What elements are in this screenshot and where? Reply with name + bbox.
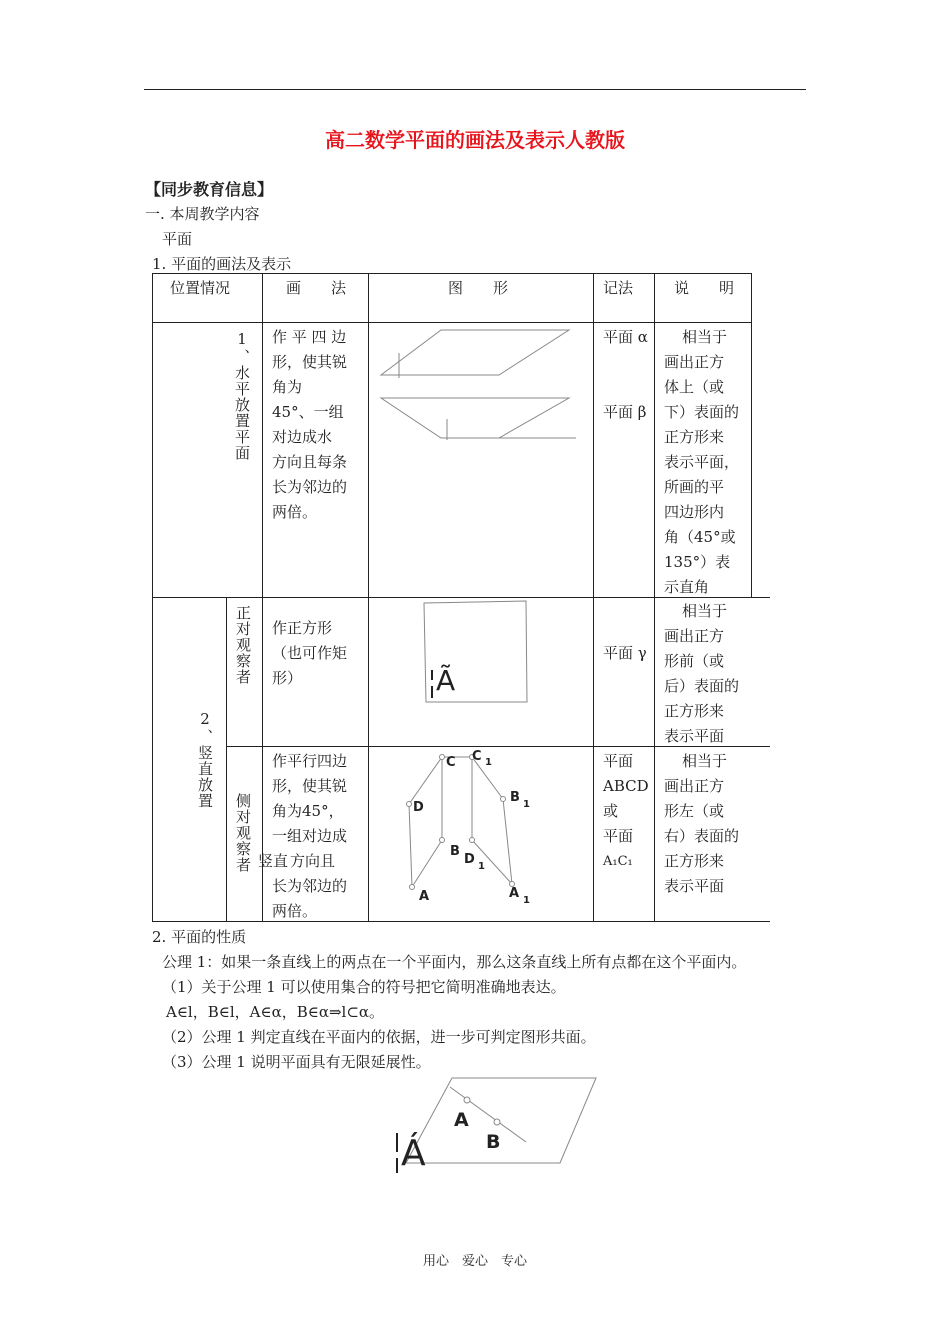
point-c-label: C xyxy=(446,755,456,770)
row2b-note: 相当于 画出正方 形左（或 右）表面的 正方形来 表示平面 xyxy=(664,752,740,895)
row1-notation-beta: 平面 β xyxy=(603,403,647,421)
axiom-1-formula: A∈l，B∈l，A∈α，B∈α⇒l⊂α。 xyxy=(166,1003,385,1021)
row2a-notation: 平面 γ xyxy=(603,644,647,662)
row2a-sub: 正对观察者 xyxy=(234,605,252,685)
point-c1-sub: 1 xyxy=(485,757,492,768)
row2a-method: 作正方形 （也可作矩 形） xyxy=(272,619,348,687)
row1-note: 相当于 画出正方 体上（或 下）表面的 正方形来 表示平面， 所画的平 四边形内 角（45°或 135°）表 示直角 xyxy=(664,328,740,596)
top-rule xyxy=(144,89,806,90)
row2a-note: 相当于 画出正方 形前（或 后）表面的 正方形来 表示平面 xyxy=(664,602,740,745)
point-b-label: B xyxy=(486,1131,501,1153)
point-a-label: A xyxy=(419,889,430,904)
footer: 用心 爱心 专心 xyxy=(422,1254,527,1269)
header-notation: 记法 xyxy=(603,279,634,297)
row1-method: 作 平 四 边 形，使其锐 角为 45°、一组 对边成水 方向且每条 长为邻边的 两倍。 xyxy=(272,328,348,521)
row2b-overlap-text: 竖直 xyxy=(258,852,289,870)
part1-heading: 一. 本周教学内容 xyxy=(145,205,260,223)
plane-gamma-label: Ã xyxy=(436,664,456,697)
page-title: 高二数学平面的画法及表示人教版 xyxy=(325,128,625,152)
header-position: 位置情况 xyxy=(170,279,231,297)
part2-heading: 2. 平面的性质 xyxy=(152,928,247,946)
point-a1-label: A xyxy=(509,886,520,901)
row2b-method: 作平行四边 形，使其锐 角为45°， 一组对边成 方向且 长为邻边的 两倍。 xyxy=(272,752,348,920)
point-a-label: A xyxy=(454,1109,469,1131)
axiom-1-figure xyxy=(380,1070,610,1180)
point-a1-sub: 1 xyxy=(523,895,530,906)
row2b-notation: 平面 ABCD 或 平面 A₁C₁ xyxy=(603,752,649,869)
row2b-sub: 侧对观察者 xyxy=(234,793,252,873)
plane-label: Á xyxy=(401,1133,426,1174)
row2b-figure xyxy=(369,747,593,921)
topic: 平面 xyxy=(162,230,193,248)
point-b1-label: B xyxy=(510,790,520,805)
header-figure: 图 形 xyxy=(448,279,509,297)
point-d1-sub: 1 xyxy=(478,861,485,872)
row2a-figure xyxy=(369,598,593,746)
point-b-label: B xyxy=(450,844,460,859)
axiom-1-point-1: （1）关于公理 1 可以使用集合的符号把它简明准确地表达。 xyxy=(162,978,566,996)
header-note: 说 明 xyxy=(674,279,735,297)
sub-heading-1: 1. 平面的画法及表示 xyxy=(152,255,292,273)
point-d1-label: D xyxy=(464,852,475,867)
axiom-1-point-3: （3）公理 1 说明平面具有无限延展性。 xyxy=(162,1053,431,1071)
row1-figure xyxy=(369,323,593,597)
point-b1-sub: 1 xyxy=(523,799,530,810)
row1-notation-alpha: 平面 α xyxy=(603,328,648,346)
point-d-label: D xyxy=(413,800,424,815)
row1-position: 1、水平放置平面 xyxy=(233,330,251,461)
axiom-1: 公理 1：如果一条直线上的两点在一个平面内，那么这条直线上所有点都在这个平面内。 xyxy=(162,953,747,971)
section-header: 【同步教育信息】 xyxy=(145,180,274,199)
point-c1-label: C xyxy=(472,749,482,764)
axiom-1-point-2: （2）公理 1 判定直线在平面内的依据，进一步可判定图形共面。 xyxy=(162,1028,596,1046)
row2-position: 2、竖直放置 xyxy=(196,710,214,809)
header-method: 画 法 xyxy=(286,279,347,297)
